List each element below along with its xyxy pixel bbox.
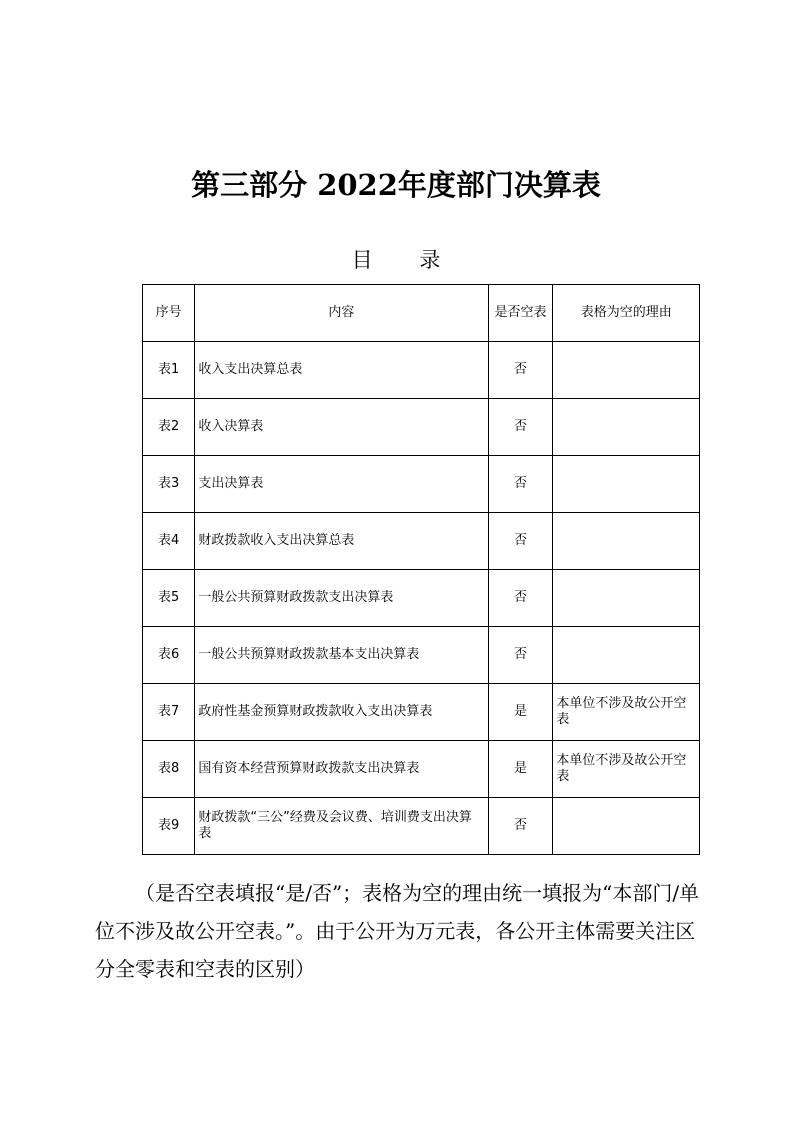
row-content: 收入决算表	[195, 399, 488, 456]
footnote: （是否空表填报“是/否”；表格为空的理由统一填报为“本部门/单位不涉及故公开空表。”。由于公开为万元表，各公开主体需要关注区分全零表和空表的区别）	[95, 881, 700, 981]
row-reason	[553, 456, 700, 513]
table-row	[143, 741, 700, 798]
row-content: 一般公共预算财政拨款支出决算表	[195, 570, 488, 627]
row-is-empty: 是	[488, 684, 553, 741]
row-no: 表9	[143, 798, 195, 855]
table-row	[143, 570, 700, 627]
row-reason: 本单位不涉及故公开空表	[553, 684, 700, 741]
row-reason	[553, 570, 700, 627]
row-no: 表8	[143, 741, 195, 798]
row-no: 表2	[143, 399, 195, 456]
row-is-empty: 是	[488, 741, 553, 798]
toc-table	[142, 284, 700, 855]
row-content: 一般公共预算财政拨款基本支出决算表	[195, 627, 488, 684]
row-reason	[553, 513, 700, 570]
header-is-empty: 是否空表	[488, 285, 553, 342]
row-no: 表4	[143, 513, 195, 570]
row-content: 财政拨款收入支出决算总表	[195, 513, 488, 570]
row-reason	[553, 627, 700, 684]
table-row	[143, 627, 700, 684]
row-is-empty: 否	[488, 798, 553, 855]
row-content: 国有资本经营预算财政拨款支出决算表	[195, 741, 488, 798]
row-is-empty: 否	[488, 513, 553, 570]
table-header-row	[143, 285, 700, 342]
row-reason	[553, 399, 700, 456]
row-content: 支出决算表	[195, 456, 488, 513]
row-no: 表7	[143, 684, 195, 741]
row-no: 表5	[143, 570, 195, 627]
row-content: 财政拨款“三公”经费及会议费、培训费支出决算表	[195, 798, 488, 855]
toc-heading: 目 录	[351, 248, 461, 272]
header-reason: 表格为空的理由	[553, 285, 700, 342]
table-row	[143, 684, 700, 741]
table-row	[143, 513, 700, 570]
row-content: 政府性基金预算财政拨款收入支出决算表	[195, 684, 488, 741]
table-row	[143, 399, 700, 456]
table-row	[143, 456, 700, 513]
row-no: 表3	[143, 456, 195, 513]
row-is-empty: 否	[488, 627, 553, 684]
header-content: 内容	[195, 285, 488, 342]
row-reason: 本单位不涉及故公开空表	[553, 741, 700, 798]
row-is-empty: 否	[488, 570, 553, 627]
row-reason	[553, 342, 700, 399]
page-title: 第三部分 2022年度部门决算表	[191, 168, 601, 202]
table-row	[143, 342, 700, 399]
row-is-empty: 否	[488, 399, 553, 456]
row-no: 表1	[143, 342, 195, 399]
row-content: 收入支出决算总表	[195, 342, 488, 399]
header-no: 序号	[143, 285, 195, 342]
table-row	[143, 798, 700, 855]
row-no: 表6	[143, 627, 195, 684]
row-is-empty: 否	[488, 456, 553, 513]
row-is-empty: 否	[488, 342, 553, 399]
row-reason	[553, 798, 700, 855]
